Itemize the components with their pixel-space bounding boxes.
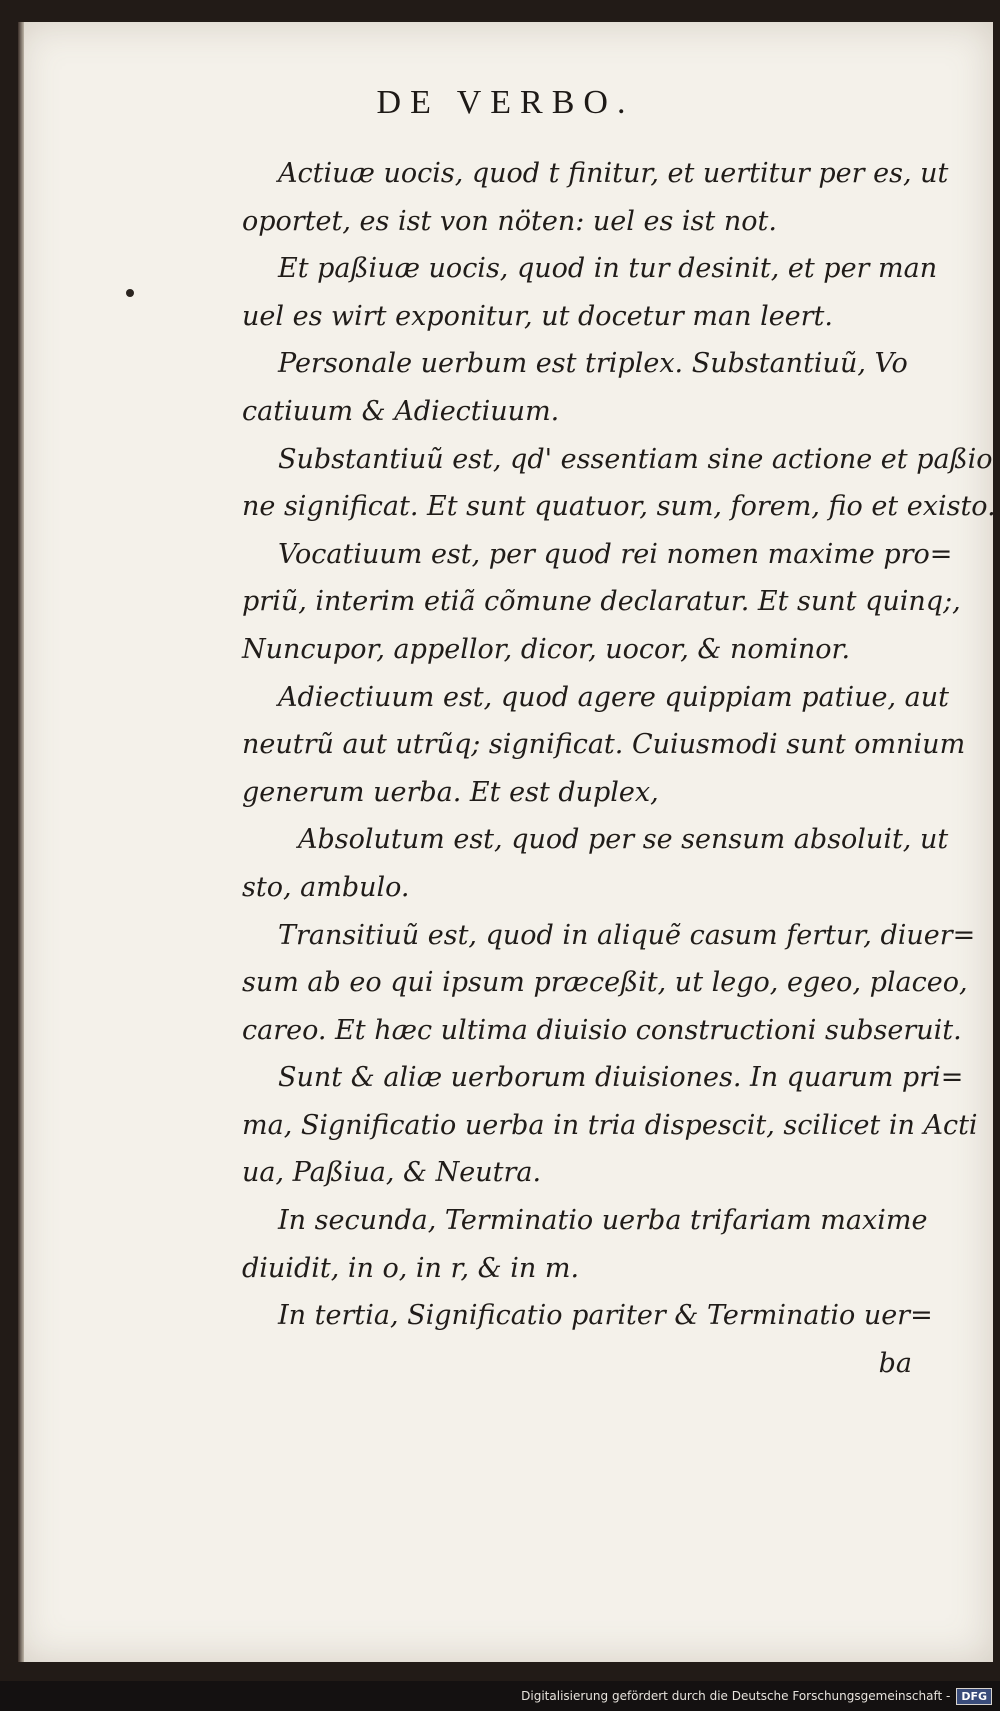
text-line: Absolutum est, quod per se sensum absoluit, ut xyxy=(298,824,949,856)
text-line: Actiuæ uocis, quod t finitur, et uertitur per es, ut xyxy=(278,158,949,189)
text-line: Nuncupor, appellor, dicor, uocor, & nominor. xyxy=(242,633,851,665)
text-line: uel es wirt exponitur, ut docetur man leert. xyxy=(242,300,833,332)
margin-mark xyxy=(126,289,134,297)
text-line: Et paßiuæ uocis, quod in tur desinit, et per man xyxy=(278,253,938,285)
text-line: diuidit, in o, in r, & in m. xyxy=(242,1252,580,1284)
running-head: DE VERBO. xyxy=(376,84,635,121)
text-line: oportet, es ist von nöten: uel es ist not. xyxy=(242,205,777,237)
text-line: ne significat. Et sunt quatuor, sum, forem, fio et existo. xyxy=(242,491,996,523)
text-line: sum ab eo qui ipsum præceßit, ut lego, egeo, placeo, xyxy=(242,967,968,999)
dfg-logo-icon: DFG xyxy=(956,1688,992,1705)
text-line: Adiectiuum est, quod agere quippiam patiue, aut xyxy=(278,681,949,713)
text-line: neutrũ aut utrũq; significat. Cuiusmodi sunt omnium xyxy=(242,729,966,761)
page-gutter-edge xyxy=(18,22,24,1662)
digitization-footer xyxy=(0,1681,1000,1711)
text-line: careo. Et hæc ultima diuisio constructioni subseruit. xyxy=(242,1014,962,1046)
body-text xyxy=(242,150,996,1387)
book-page xyxy=(18,22,996,1662)
text-line: Personale uerbum est triplex. Substantiuũ, Vo xyxy=(278,348,908,380)
text-line: In secunda, Terminatio uerba trifariam maxime xyxy=(278,1205,928,1237)
text-line: priũ, interim etiã cõmune declaratur. Et sunt quinq;, xyxy=(242,586,961,618)
text-line: Sunt & aliæ uerborum diuisiones. In quarum pri= xyxy=(278,1062,964,1094)
text-line: sto, ambulo. xyxy=(242,871,410,903)
text-line: ma, Significatio uerba in tria dispescit, scilicet in Acti xyxy=(242,1109,978,1141)
catchword: ba xyxy=(878,1347,912,1379)
text-line: In tertia, Significatio pariter & Terminatio uer= xyxy=(278,1300,933,1332)
text-line: catiuum & Adiectiuum. xyxy=(242,395,560,427)
footer-credit: Digitalisierung gefördert durch die Deutsche Forschungsgemeinschaft - xyxy=(521,1689,951,1703)
text-line: Vocatiuum est, per quod rei nomen maxime pro= xyxy=(278,538,953,570)
text-line: Transitiuũ est, quod in aliquẽ casum fertur, diuer= xyxy=(278,919,976,951)
text-line: Substantiuũ est, qd' essentiam sine actione et paßio xyxy=(278,443,993,475)
text-line: ua, Paßiua, & Neutra. xyxy=(242,1157,542,1189)
text-line: generum uerba. Et est duplex, xyxy=(242,776,659,808)
